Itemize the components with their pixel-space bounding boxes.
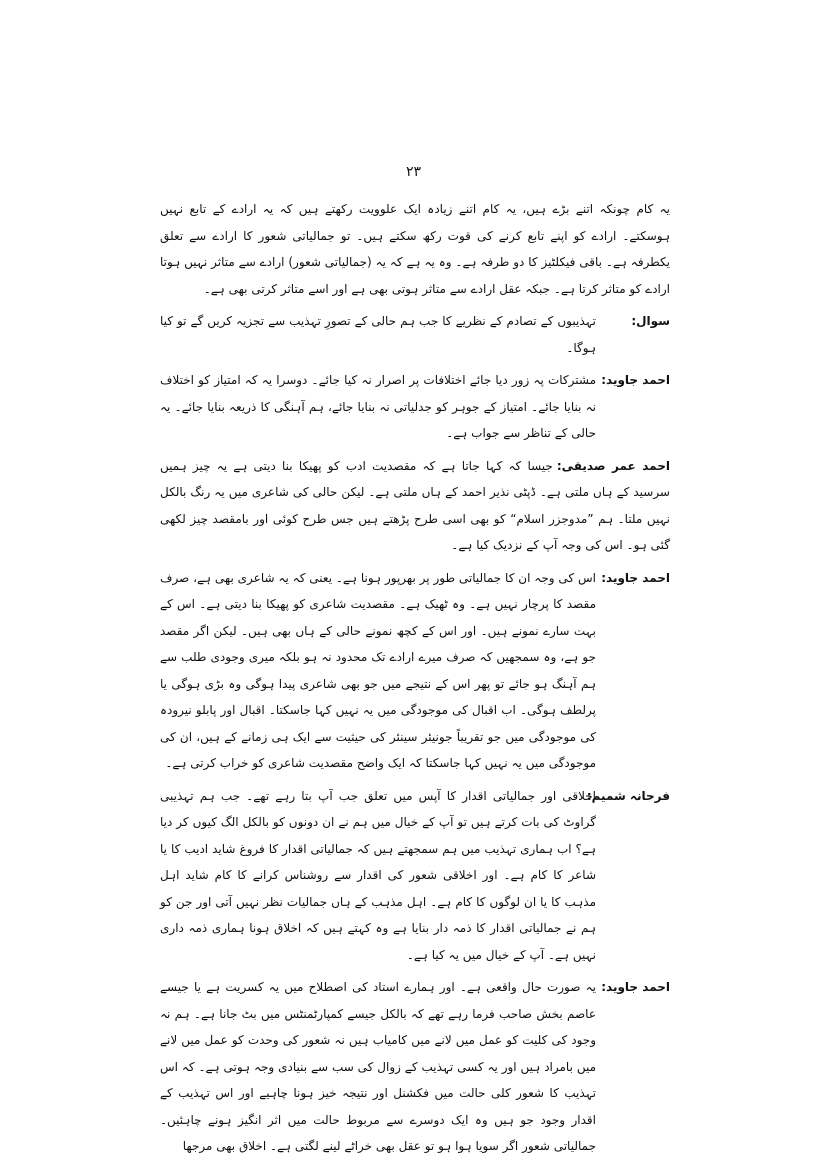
interview-transcript	[160, 196, 670, 1166]
speaker-label: احمد عمر صدیقی:	[556, 458, 670, 473]
answer-block	[160, 565, 670, 777]
page-number: ۲۳	[405, 164, 422, 180]
speaker-label: احمد جاوید:	[601, 570, 670, 585]
speaker-label: احمد جاوید:	[601, 980, 670, 994]
paragraph-text: تہذیبوں کے تصادم کے نظریے کا جب ہم حالی کے تصورِ تہذیب سے تجزیہ کریں گے تو کیا ہوگا۔	[160, 314, 596, 355]
paragraph-text: یہ کام چونکہ اتنے بڑے ہیں، یہ کام اتنے زیادہ ایک علوویت رکھتے ہیں کہ یہ ارادے کے تابع نہیں ہوسکتے۔ ارادے کو اپنے تابع کرنے کی قوت رکھ سکتے ہیں۔ تو جمالیاتی شعور کا ارادے سے تعلق یکطرفہ ہے۔ باقی فیکلٹیز کا دو طرفہ ہے۔ وہ یہ ہے کہ یہ (جمالیاتی شعور) ارادے سے متاثر نہیں ہوتا ارادے کو متاثر کرتا ہے۔ جبکہ عقل ارادے سے متاثر ہوتی بھی ہے اور اسے متاثر کرتی بھی ہے۔	[160, 202, 670, 296]
answer-block	[160, 974, 670, 1160]
question-block	[160, 453, 670, 559]
paragraph-continuation	[160, 196, 670, 302]
paragraph-text: جیسا کہ کہا جاتا ہے کہ مقصدیت ادب کو پھیکا بنا دیتی ہے یہ چیز ہمیں سرسید کے ہاں ملتی ہے۔ ڈپٹی نذیر احمد کے ہاں ملتی ہے۔ لیکن حالی کی شاعری میں یہ رنگ بالکل نہیں ملتا۔ ہم ”مدوجزر اسلام“ کو بھی اسی طرح پڑھتے ہیں جس طرح کوئی اور بامقصد چیز لکھی گئی ہو۔ اس کی وجہ آپ کے نزدیک کیا ہے۔	[160, 458, 670, 552]
speaker-label: سوال:	[631, 314, 670, 328]
paragraph-text: مشترکات پہ زور دیا جائے اختلافات پر اصرار نہ کیا جائے۔ دوسرا یہ کہ امتیاز کو اختلاف نہ بنایا جائے۔ امتیاز کے جوہر کو جدلیاتی نہ بنایا جائے، ہم آہنگی کا ذریعہ بنایا جائے۔ یہ حالی کے تناظر سے جواب ہے۔	[160, 373, 596, 440]
speaker-label: احمد جاوید:	[601, 373, 670, 387]
answer-block	[160, 367, 670, 447]
question-block	[160, 308, 670, 361]
paragraph-text: اخلاقی اور جمالیاتی اقدار کا آپس میں تعلق جب آپ بتا رہے تھے۔ جب ہم تہذیبی گراوٹ کی بات کرتے ہیں تو آپ کے خیال میں ہم نے ان دونوں کو بالکل الگ کیوں کر دیا ہے؟ اب ہماری تہذیب میں ہم سمجھتے ہیں کہ جمالیاتی اقدار کا فروغ شاید ادیب کا یا شاعر کا کام ہے۔ اور اخلاقی شعور کی اقدار سے روشناس کرانے کا کام شاید اہل مذہب کا یا ان لوگوں کا کام ہے۔ اہل مذہب کے ہاں جمالیات نظر نہیں آتی اور جن کو ہم نے جمالیاتی اقدار کا ذمہ دار بنایا ہے وہ کہتے ہیں کہ اخلاق ہونا ہماری ذمہ داری نہیں ہے۔ آپ کے خیال میں یہ کیا ہے۔	[160, 788, 596, 962]
question-block	[160, 783, 670, 969]
speaker-label: فرحانہ شمیم:	[586, 788, 670, 803]
paragraph-text: اس کی وجہ ان کا جمالیاتی طور پر بھرپور ہونا ہے۔ یعنی کہ یہ شاعری بھی ہے، صرف مقصد کا پرچار نہیں ہے۔ وہ ٹھیک ہے۔ مقصدیت شاعری کو پھیکا بنا دیتی ہے۔ اس کے بہت سارے نمونے ہیں۔ اور اس کے کچھ نمونے حالی کے ہاں بھی ہیں۔ لیکن اگر مقصد جو ہے، وہ سمجھیں کہ صرف میرے ارادے تک محدود نہ ہو بلکہ میری وجودی طلب سے ہم آہنگ ہو جائے تو پھر اس کے نتیجے میں جو بھی شاعری پیدا ہوگی وہ بڑی ہوگی یا پرلطف ہوگی۔ اب اقبال کی موجودگی میں یہ نہیں کہا جاسکتا۔ اقبال اور پابلو نیرودہ کی موجودگی میں جو تقریباً جونیئر سینئر کی حیثیت سے ایک ہی زمانے کے ہیں، ان کی موجودگی میں یہ نہیں کہا جاسکتا کہ ایک واضح مقصدیت شاعری کو خراب کرتی ہے۔	[160, 570, 596, 770]
paragraph-text: یہ صورت حال واقعی ہے۔ اور ہمارے استاد کی اصطلاح میں یہ کسریت ہے یا جیسے عاصم بخش صاحب فرما رہے تھے کہ بالکل جیسے کمپارٹمنٹس میں بٹ جانا ہے۔ ہم نہ وجود کی کلیت کو عمل میں لانے میں کامیاب ہیں نہ شعور کی وحدت کو عمل میں لانے میں بامراد ہیں اور یہ کسی تہذیب کے زوال کی سب سے بنیادی وجہ ہوتی ہے۔ کہ اس تہذیب کا شعور کلی حالت میں فکشنل اور نتیجہ خیز ہونا چاہیے اور اس تہذیب کے اقدار وجود جو ہیں وہ ایک دوسرے سے مربوط حالت میں اثر انگیز ہونے چاہئیں۔ جمالیاتی شعور اگر سویا ہوا ہو تو عقل بھی خراٹے لینے لگتی ہے۔ اخلاق بھی مرجھا	[160, 980, 596, 1153]
